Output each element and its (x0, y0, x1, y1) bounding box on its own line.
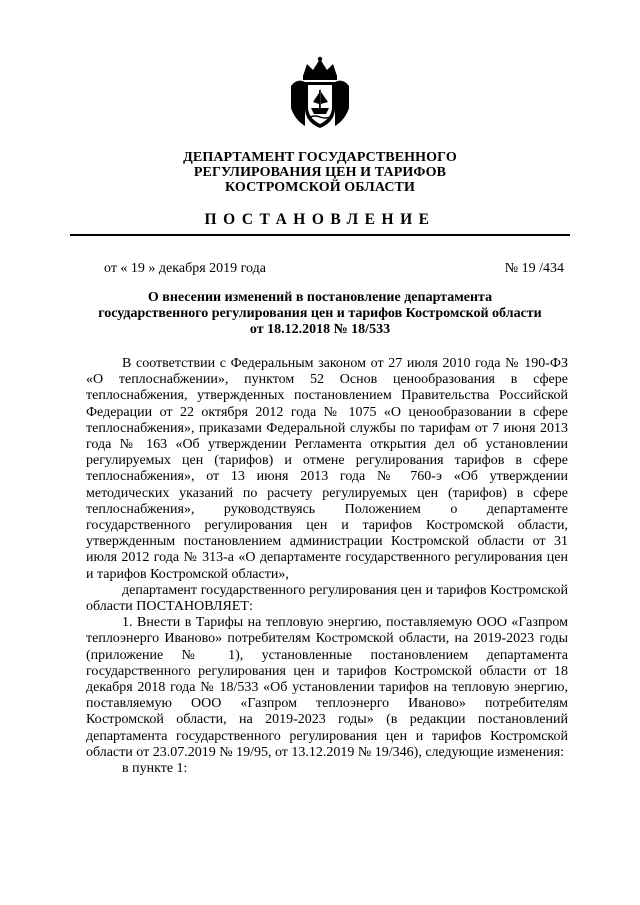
subject-line: от 18.12.2018 № 18/533 (249, 322, 391, 337)
document-type-title: ПОСТАНОВЛЕНИЕ (204, 211, 436, 228)
department-name (100, 150, 540, 195)
body-paragraph-subitem: в пункте 1: (122, 761, 188, 777)
department-line: ДЕПАРТАМЕНТ ГОСУДАРСТВЕННОГО (183, 150, 457, 165)
subject-line: государственного регулирования цен и тарифов Костромской области (98, 306, 542, 321)
body-paragraph-resolves: департамент государственного регулирования цен и тарифов Костромской области ПОСТАНОВЛЯЕТ: (86, 582, 568, 615)
department-line: РЕГУЛИРОВАНИЯ ЦЕН И ТАРИФОВ (193, 165, 447, 180)
body-paragraph-preamble: В соответствии с Федеральным законом от 27 июля 2010 года № 190-ФЗ «О теплоснабжении», пунктом 52 Основ ценообразования в сфере теплоснабжения, утвержденных постановлением Правительства Российской Федерации от 22 октября 2012 года № 1075 «О ценообразовании в сфере теплоснабжения», приказами Федеральной службы по тарифам от 7 июня 2013 года № 163 «Об утверждении Регламента открытия дел об установлении регулируемых цен (тарифов) и отмене регулирования тарифов в сфере теплоснабжения», от 13 июня 2013 года № 760-э «Об утверждении методических указаний по расчету регулируемых цен (тарифов) в сфере теплоснабжения», руководствуясь Положением о департаменте государственного регулирования цен и тарифов Костромской области, утвержденным постановлением администрации Костромской области от 31 июля 2012 года № 313-а «О департаменте государственного регулирования цен и тарифов Костромской области», (86, 356, 568, 582)
document-number: № 19 /434 (504, 261, 564, 276)
subject-line: О внесении изменений в постановление департамента (147, 290, 493, 305)
document-date: от « 19 » декабря 2019 года (104, 261, 266, 276)
document-body (86, 356, 568, 777)
body-paragraph-item-1: 1. Внести в Тарифы на тепловую энергию, поставляемую ООО «Газпром теплоэнерго Иваново» потребителям Костромской области, на 2019-2023 годы (приложение № 1), установленные постановлением департамента государственного регулирования цен и тарифов Костромской области от 18 декабря 2018 года № 18/533 «Об установлении тарифов на тепловую энергию, поставляемую ООО «Газпром теплоэнерго Иваново» потребителям Костромской области, на 2019-2023 годы» (в редакции постановлений департамента государственного регулирования цен и тарифов Костромской области от 23.07.2019 № 19/95, от 13.12.2019 № 19/346), следующие изменения: (86, 615, 568, 760)
document-subject (80, 290, 560, 338)
department-line: КОСТРОМСКОЙ ОБЛАСТИ (225, 180, 415, 195)
header-divider (70, 234, 570, 236)
coat-of-arms-emblem (289, 56, 351, 130)
